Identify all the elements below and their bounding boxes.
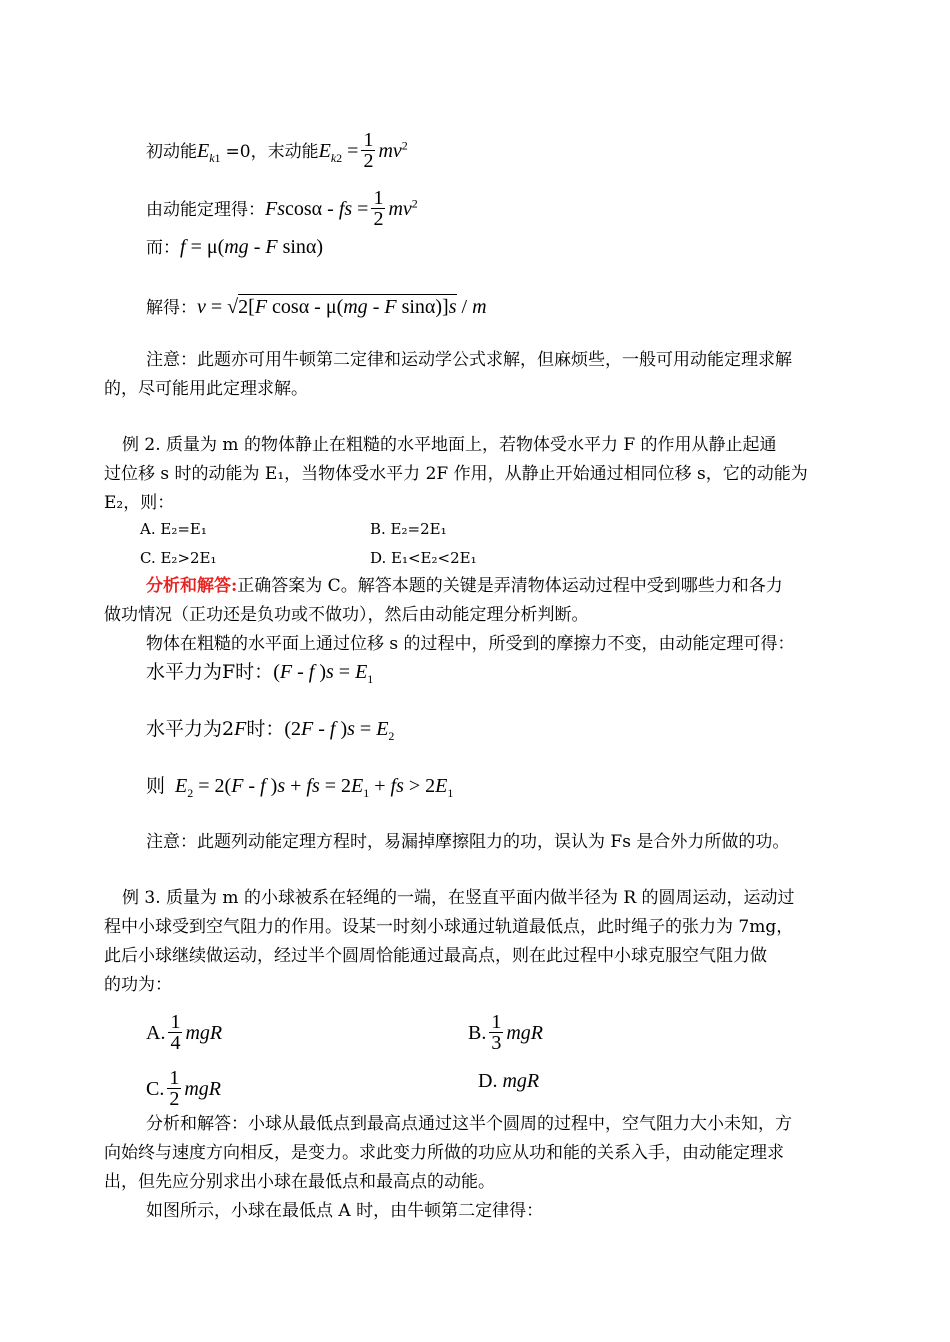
option-d: D. E₁<E₂<2E₁	[370, 549, 477, 567]
option3-d: D. mgR	[478, 1070, 540, 1092]
note1-line1: 注意：此题亦可用牛顿第二定律和运动学公式求解，但麻烦些，一般可用动能定理求解	[146, 350, 792, 370]
equation-result: 则 $E_2 = 2(F - f$ )s + fs = $2E_1$ + fs > $2E_1$	[146, 775, 454, 800]
solution-line: 解得：v = √2[F cosα - μ(mg - F sinα)]s / m	[146, 296, 487, 318]
example2-line2: 过位移 s 时的动能为 E₁，当物体受水平力 2F 作用，从静止开始通过相同位移 s，它的动能为	[104, 464, 808, 484]
option3-c: C. $\frac{1}{2}$ mgR	[146, 1067, 222, 1110]
kinetic-energy-line: 初动能$E_{k1} =0$，末动能$E_{k2}$ = $\frac{1}{2}$ $mv^2$	[146, 129, 408, 172]
note1-line2: 的，尽可能用此定理求解。	[104, 379, 308, 399]
analysis3-line1: 分析和解答：小球从最低点到最高点通过这半个圆周的过程中，空气阻力大小未知，方	[146, 1114, 792, 1134]
analysis2-line1: 分析和解答:正确答案为 C。解答本题的关键是弄清物体运动过程中受到哪些力和各力	[146, 576, 783, 596]
option3-a: A. $\frac{1}{4}$ mgR	[146, 1011, 223, 1054]
analysis3-line3: 出，但先应分别求出小球在最低点和最高点的动能。	[104, 1172, 495, 1192]
example2-line3: E₂，则：	[104, 493, 175, 513]
equation-f: 水平力为F时：(F - f )$s = E_1$	[146, 661, 374, 686]
analysis3-line2: 向始终与速度方向相反，是变力。求此变力所做的功应从功和能的关系入手，由动能定理求	[104, 1143, 784, 1163]
analysis2-line3: 物体在粗糙的水平面上通过位移 s 的过程中，所受到的摩擦力不变，由动能定理可得：	[146, 634, 795, 654]
analysis3-line4: 如图所示，小球在最低点 A 时，由牛顿第二定律得：	[146, 1201, 544, 1221]
analysis-label: 分析和解答:	[146, 576, 238, 596]
example2-line1: 例 2. 质量为 m 的物体静止在粗糙的水平地面上，若物体受水平力 F 的作用从静止起通	[122, 435, 777, 455]
note2: 注意：此题列动能定理方程时，易漏掉摩擦阻力的功，误认为 Fs 是合外力所做的功。	[146, 832, 790, 852]
theorem-line: 由动能定理得：Fscosα - fs = $\frac{1}{2}$ $mv^2$	[146, 187, 418, 230]
friction-line: 而：f = μ(mg - F sinα)	[146, 236, 324, 258]
example3-line3: 此后小球继续做运动，经过半个圆周恰能通过最高点，则在此过程中小球克服空气阻力做	[104, 946, 767, 966]
example3-line1: 例 3. 质量为 m 的小球被系在轻绳的一端，在竖直平面内做半径为 R 的圆周运动，运动过	[122, 888, 795, 908]
option-a: A. E₂=E₁	[140, 520, 207, 538]
analysis2-line2: 做功情况（正功还是负功或不做功），然后由动能定理分析判断。	[104, 605, 589, 625]
example3-line2: 程中小球受到空气阻力的作用。设某一时刻小球通过轨道最低点，此时绳子的张力为 7mg，	[104, 917, 794, 937]
example3-line4: 的功为：	[104, 975, 172, 995]
equation-2f: 水平力为2F时：(2F - f )$s = E_2$	[146, 718, 395, 743]
option-c: C. E₂>2E₁	[140, 549, 217, 567]
option3-b: B. $\frac{1}{3}$ mgR	[468, 1011, 544, 1054]
option-b: B. E₂=2E₁	[370, 520, 447, 538]
